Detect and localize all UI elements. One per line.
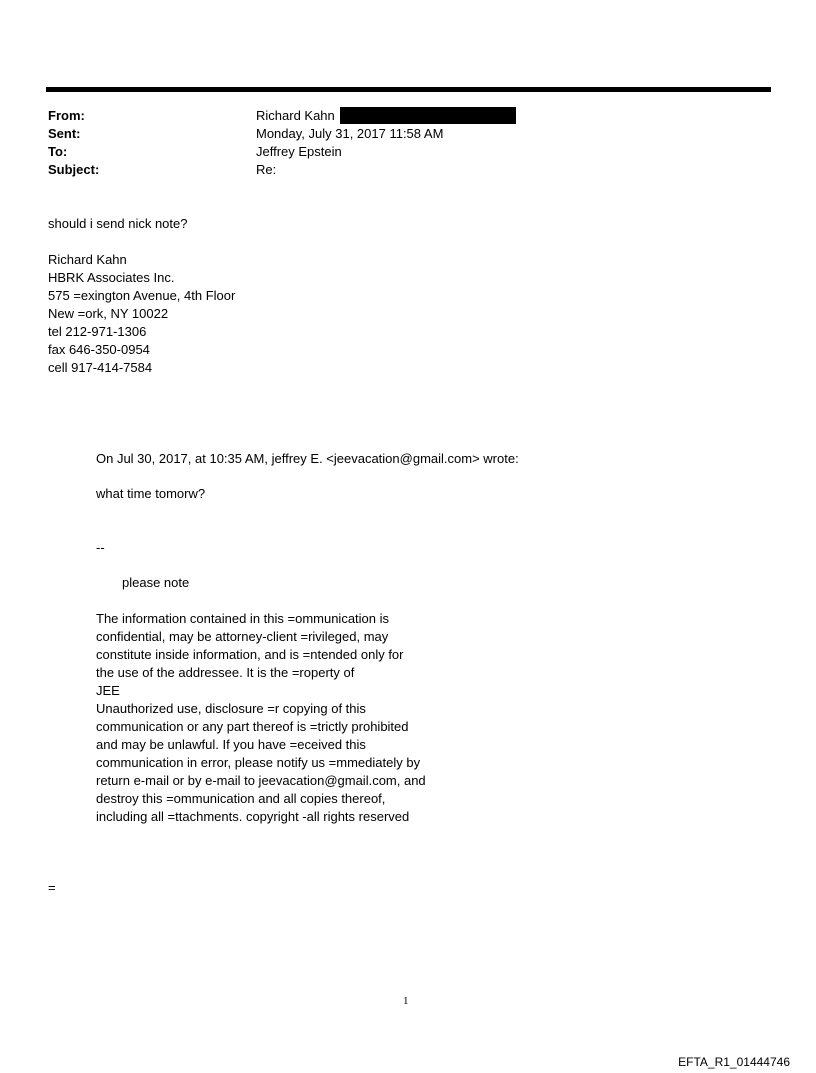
disclaimer-line: the use of the addressee. It is the =roperty of — [96, 665, 355, 680]
disclaimer-line: JEE — [96, 683, 120, 698]
disclaimer-line: including all =ttachments. copyright -all rights reserved — [96, 809, 410, 824]
disclaimer-line: return e-mail or by e-mail to jeevacation@gmail.com, and — [96, 773, 426, 788]
disclaimer-line: confidential, may be attorney-client =rivileged, may — [96, 629, 389, 644]
signature-line: cell 917-414-7584 — [48, 360, 153, 375]
to-value: Jeffrey Epstein — [256, 144, 342, 159]
subject-label: Subject: — [48, 162, 100, 177]
redaction-box — [340, 107, 516, 124]
sent-value: Monday, July 31, 2017 11:58 AM — [256, 126, 444, 141]
from-value: Richard Kahn — [256, 108, 335, 123]
header-rule — [46, 87, 771, 92]
disclaimer-line: communication or any part thereof is =trictly prohibited — [96, 719, 409, 734]
subject-value: Re: — [256, 162, 277, 177]
footer-id: EFTA_R1_01444746 — [678, 1055, 790, 1069]
body-message: should i send nick note? — [48, 216, 188, 231]
to-label: To: — [48, 144, 68, 159]
trailing-char: = — [48, 880, 56, 895]
quote-message: what time tomorw? — [96, 486, 206, 501]
disclaimer-line: The information contained in this =ommunication is — [96, 611, 390, 626]
disclaimer-line: and may be unlawful. If you have =eceived this — [96, 737, 366, 752]
signature-line: tel 212-971-1306 — [48, 324, 147, 339]
page-number: 1 — [403, 995, 409, 1007]
disclaimer-line: constitute inside information, and is =ntended only for — [96, 647, 404, 662]
signature-line: 575 =exington Avenue, 4th Floor — [48, 288, 236, 303]
disclaimer-line: Unauthorized use, disclosure =r copying of this — [96, 701, 366, 716]
sent-label: Sent: — [48, 126, 81, 141]
signature-line: Richard Kahn — [48, 252, 127, 267]
signature-line: New =ork, NY 10022 — [48, 306, 169, 321]
quote-separator: -- — [96, 540, 105, 555]
from-label: From: — [48, 108, 85, 123]
note-heading: please note — [122, 575, 190, 590]
quote-attribution: On Jul 30, 2017, at 10:35 AM, jeffrey E. <jeevacation@gmail.com> wrote: — [96, 451, 519, 466]
disclaimer-line: communication in error, please notify us =mmediately by — [96, 755, 421, 770]
disclaimer-line: destroy this =ommunication and all copies thereof, — [96, 791, 386, 806]
signature-line: HBRK Associates Inc. — [48, 270, 175, 285]
signature-line: fax 646-350-0954 — [48, 342, 150, 357]
